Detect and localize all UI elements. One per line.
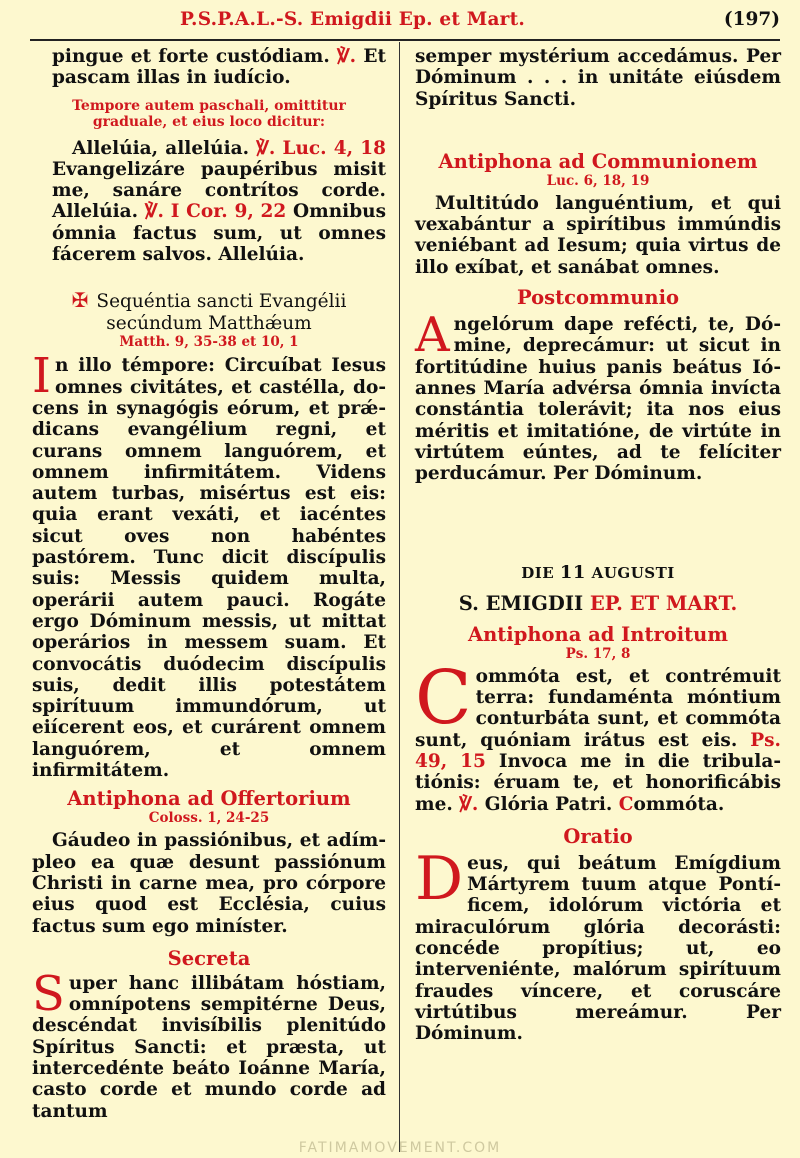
introit-reference: Ps. 17, 8 bbox=[565, 645, 631, 662]
communion-text: Multitúdo languéntium, et qui vexabántur a spirítibus immúndis veniébant ad Iesum; quia virtus de illo exíbat, et sanábat omnes. bbox=[415, 192, 781, 278]
cross-icon: ✠ bbox=[71, 288, 89, 313]
collect-text: Deus, qui beátum Emígdium Mártyrem tuum atque Pontíficem, idolórum victória et miraculórum glória decorásti: concéde propítius; ut, eo interveniénte, malórum spirítuum fraudes víncere, et coruscáre virtútibus mereámur. Per Dóminum. bbox=[415, 843, 781, 1045]
secret-initial: S bbox=[32, 965, 65, 1022]
feast-name: S. EMIGDII EP. ET MART. bbox=[458, 591, 738, 615]
column-divider bbox=[399, 42, 400, 1152]
gospel-initial: I bbox=[32, 348, 51, 405]
feast-date: DIE 11 AUGUSTI bbox=[521, 562, 675, 584]
collect-title: Oratio bbox=[563, 824, 633, 848]
communion-title: Antiphona ad Communionem bbox=[438, 149, 758, 173]
introit-initial: C bbox=[415, 654, 472, 741]
alleluia-verse: Allelúia, allelúia. ℣. Luc. 4, 18 Evangelizáre paupéribus misit me, sanáre contrítos corde. Allelúia. ℣. I Cor. 9, 22 Omnibus ómnia factus sum, ut omnes fácerem salvos. Allelúia. bbox=[52, 137, 386, 266]
gospel-heading-line2: secúndum Matthǽum bbox=[106, 313, 312, 335]
introit-title: Antiphona ad Introitum bbox=[467, 622, 728, 646]
gospel-reference: Matth. 9, 35-38 et 10, 1 bbox=[119, 334, 299, 351]
page-number: (197) bbox=[723, 9, 780, 30]
gradual-end: pingue et forte custódiam. ℣. Et pascam illas in iudício. bbox=[52, 46, 386, 89]
collect-initial: D bbox=[415, 843, 464, 914]
running-title: P.S.P.A.L.-S. Emigdii Ep. et Mart. bbox=[180, 9, 525, 30]
communion-reference: Luc. 6, 18, 19 bbox=[546, 172, 650, 189]
offertory-reference: Coloss. 1, 24-25 bbox=[148, 810, 270, 827]
postcommunion-title: Postcommunio bbox=[516, 286, 680, 310]
left-column bbox=[32, 46, 386, 1122]
postcommunion-initial: A bbox=[415, 307, 450, 364]
introit-text: Commóta est, et contrémuit terra: fundaménta móntium conturbáta sunt, et commóta sunt, quóniam irátus est eis. Ps. 49, 15 Invoca me in die tribulatiónis: éruam te, et honorificábis me. ℣. Glória Patri. Commóta. bbox=[415, 654, 781, 815]
secret-title: Secreta bbox=[167, 946, 251, 970]
secret-end: semper mystérium accedámus. Per Dóminum . . . in unitáte eiúsdem Spíritus Sancti. bbox=[415, 46, 781, 110]
offertory-title: Antiphona ad Offertorium bbox=[67, 787, 351, 811]
watermark: FATIMAMOVEMENT.COM bbox=[298, 1140, 502, 1156]
gospel-text: In illo témpore: Circuíbat Iesus omnes civitátes, et castélla, docens in synagógis eórum, et prǽdicans evangélium regni, et curans omnem languórem, et omnem infirmitátem. Videns autem turbas, misértus est eis: quia erant vexáti, et iacéntes sicut oves non habéntes pastórem. Tunc dicit discípulis suis: Messis quidem multa, operárii autem pauci. Rogáte ergo Dóminum messis, ut mittat operários in messem suam. Et convocátis duódecim discípulis suis, dedit illis potestátem spirítuum immundórum, ut eiícerent eos, et curárent omnem languórem, et omnem infirmitátem. bbox=[32, 348, 386, 782]
right-column bbox=[415, 46, 781, 1045]
page-header bbox=[0, 0, 800, 40]
paschal-rubric: Tempore autem paschali, omittitur graduale, et eius loco dicitur: bbox=[72, 97, 346, 130]
header-rule bbox=[30, 39, 780, 41]
secret-text: Super hanc illibátam hóstiam, omnípotens sempitérne Deus, descéndat invisíbilis plenitúdo Spíritus Sancti: et præsta, ut intercedénte beáto Ioánne María, casto corde et mundo corde ad tantum bbox=[32, 965, 386, 1122]
offertory-text: Gáudeo in passiónibus, et adímpleo ea quæ desunt passiónum Christi in carne mea, pro córpore eius quod est Ecclésia, cuius factus sum ego miníster. bbox=[32, 830, 386, 937]
postcommunion-text: Angelórum dape refécti, te, Dómine, deprecámur: ut sicut in fortitúdine huius panis beátus Ióannes María advérsa ómnia invícta constántia tolerávit; ita nos eius méritis et imitatióne, de virtúte in virtútem eúntes, ad te felíciter perducámur. Per Dóminum. bbox=[415, 307, 781, 485]
gospel-heading: ✠ Sequéntia sancti Evangélii bbox=[71, 288, 347, 313]
